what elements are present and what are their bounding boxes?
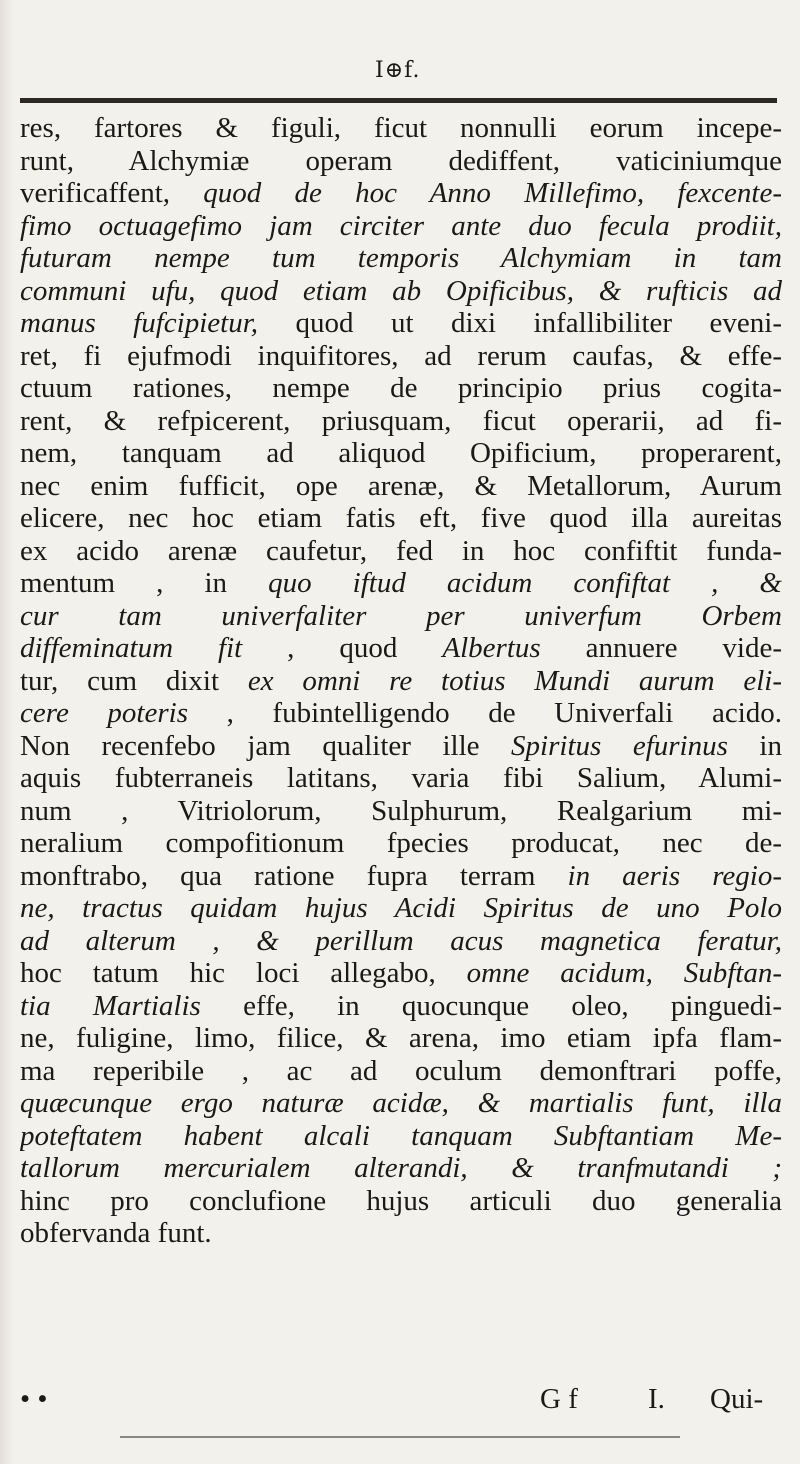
text-line: [20, 925, 782, 958]
text-line: [20, 1217, 782, 1250]
text-line: [20, 1120, 782, 1153]
italic-segment: Spiritus efurinus: [511, 729, 728, 762]
italic-segment: poteftatem habent alcali tanquam Subftantiam Me-: [20, 1119, 782, 1152]
text-line: [20, 535, 782, 568]
italic-segment: cur tam univerfaliter per univerfum Orbem: [20, 599, 782, 632]
italic-segment: cere poteris: [20, 697, 188, 729]
italic-segment: omne acidum, Subftan-: [466, 957, 782, 989]
italic-segment: Albertus: [442, 632, 541, 664]
roman-segment: rent, & refpicerent, priusquam, ficut operarii, ad fi-: [20, 404, 782, 437]
text-line: [20, 762, 782, 795]
text-line: [20, 275, 782, 308]
roman-segment: ma reperibile , ac ad oculum demonftrari poffe,: [20, 1054, 782, 1087]
italic-segment: quod de hoc Anno Millefimo, fexcente-: [203, 177, 782, 209]
italic-segment: diffeminatum fit: [20, 632, 243, 664]
italic-segment: futuram nempe tum temporis Alchymiam in tam: [20, 242, 782, 274]
roman-segment: nec enim fufficit, ope arenæ, & Metallorum, Aurum: [20, 469, 782, 502]
italic-segment: tia Martialis: [20, 989, 201, 1022]
italic-segment: manus fufcipietur,: [20, 307, 259, 339]
roman-segment: hinc pro conclufione hujus articuli duo generalia: [20, 1184, 782, 1217]
roman-segment: runt, Alchymiæ operam dediffent, vaticiniumque: [20, 144, 782, 177]
roman-segment: in: [727, 729, 782, 762]
roman-segment: , fubintelligendo de Univerfali acido.: [187, 697, 782, 729]
bottom-rule: [120, 1436, 680, 1438]
text-line: [20, 892, 782, 925]
text-line: [20, 112, 782, 145]
roman-segment: , quod: [242, 632, 443, 664]
roman-segment: verificaffent,: [20, 177, 204, 209]
text-line: [20, 795, 782, 828]
text-line: [20, 632, 782, 665]
text-line: [20, 210, 782, 243]
roman-segment: ctuum rationes, nempe de principio prius cogita-: [20, 372, 782, 404]
roman-segment: neralium compofitionum fpecies producat, nec de-: [20, 827, 782, 859]
page-number: I⊕f.: [375, 58, 421, 83]
roman-segment: ex acido arenæ caufetur, fed in hoc confiftit funda-: [20, 534, 782, 567]
text-line: [20, 145, 782, 178]
header-rule: [20, 98, 777, 103]
roman-segment: tur, cum dixit: [20, 664, 248, 697]
roman-segment: quod ut dixi infallibiliter eveni-: [258, 307, 782, 339]
italic-segment: communi ufu, quod etiam ab Opificibus, & rufticis ad: [20, 274, 782, 307]
roman-segment: nem, tanquam ad aliquod Opificium, properarent,: [20, 437, 782, 469]
italic-segment: quæcunque ergo naturæ acidæ, & martialis funt, illa: [20, 1087, 782, 1119]
italic-segment: fimo octuagefimo jam circiter ante duo fecula prodiit,: [20, 209, 782, 242]
text-line: [20, 502, 782, 535]
roman-segment: elicere, nec hoc etiam fatis eft, five quod illa aureitas: [20, 502, 782, 534]
text-line: [20, 405, 782, 438]
text-line: [20, 957, 782, 990]
italic-segment: ad alterum , & perillum acus magnetica feratur,: [20, 924, 782, 957]
text-line: [20, 307, 782, 340]
catchword: Qui-: [710, 1383, 764, 1415]
text-line: [20, 990, 782, 1023]
text-line: [20, 1022, 782, 1055]
text-line: [20, 827, 782, 860]
signature-number: I.: [648, 1383, 665, 1415]
text-line: [20, 600, 782, 633]
italic-segment: quo iftud acidum confiftat , &: [268, 567, 782, 599]
italic-segment: in aeris regio-: [567, 859, 782, 892]
text-line: [20, 697, 782, 730]
italic-segment: ne, tractus quidam hujus Acidi Spiritus de uno Polo: [20, 892, 782, 924]
signature-mark: G f: [540, 1383, 578, 1415]
roman-segment: ret, fi ejufmodi inquifitores, ad rerum caufas, & effe-: [20, 339, 782, 372]
roman-segment: res, fartores & figuli, ficut nonnulli eorum incepe-: [20, 112, 782, 144]
italic-segment: ex omni re totius Mundi aurum eli-: [247, 664, 782, 697]
roman-segment: monftrabo, qua ratione fupra terram: [20, 859, 568, 892]
roman-segment: effe, in quocunque oleo, pinguedi-: [200, 989, 782, 1022]
roman-segment: obfervanda funt.: [20, 1217, 212, 1249]
roman-segment: annuere vide-: [540, 632, 782, 664]
roman-segment: Non recenfebo jam qualiter ille: [20, 729, 512, 762]
text-line: [20, 372, 782, 405]
roman-segment: num , Vitriolorum, Sulphurum, Realgarium mi-: [20, 794, 782, 827]
roman-segment: hoc tatum hic loci allegabo,: [20, 957, 467, 989]
text-line: [20, 665, 782, 698]
text-line: [20, 1055, 782, 1088]
text-line: [20, 340, 782, 373]
body-text: [20, 112, 782, 1250]
italic-segment: tallorum mercurialem alterandi, & tranfmutandi ;: [20, 1152, 782, 1184]
text-line: [20, 470, 782, 503]
text-line: [20, 242, 782, 275]
page-footer: [20, 1383, 782, 1417]
roman-segment: aquis fubterraneis latitans, varia fibi Salium, Alumi-: [20, 762, 782, 794]
text-line: [20, 567, 782, 600]
text-line: [20, 860, 782, 893]
text-line: [20, 1185, 782, 1218]
text-line: [20, 177, 782, 210]
roman-segment: mentum , in: [20, 567, 269, 599]
text-line: [20, 1152, 782, 1185]
text-line: [20, 1087, 782, 1120]
text-line: [20, 730, 782, 763]
roman-segment: ne, fuligine, limo, filice, & arena, imo etiam ipfa flam-: [20, 1022, 782, 1054]
footer-marks: • •: [20, 1383, 48, 1415]
page-gutter: [0, 0, 14, 1464]
text-line: [20, 437, 782, 470]
